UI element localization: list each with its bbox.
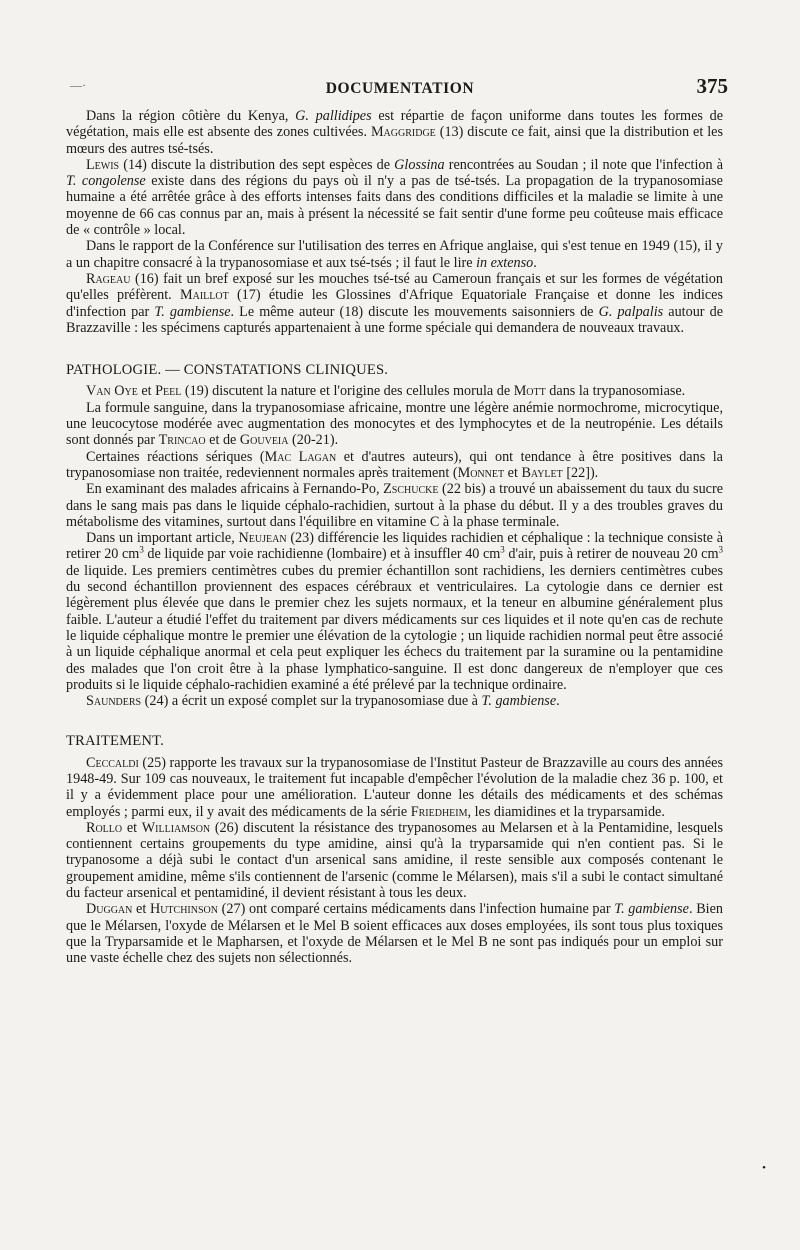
italic-run: Glossina — [394, 156, 445, 173]
paragraph — [66, 901, 723, 966]
superscript: 3 — [139, 544, 144, 555]
paragraph — [66, 755, 723, 820]
page-number: 375 — [696, 74, 728, 98]
italic-run: in extenso — [476, 254, 534, 271]
text-run: et d'autres auteurs), qui ont tendance à être positives dans la trypanosomiase non traitée, redeviennent normales après traitement ( — [66, 448, 723, 481]
italic-run: G. palpalis — [598, 303, 664, 320]
text-run: et — [137, 383, 156, 400]
superscript: 3 — [500, 544, 505, 555]
text-run: (24) a écrit un exposé complet sur la trypanosomiase due à — [141, 693, 482, 710]
text-run: (14) discute la distribution des sept espèces de — [119, 156, 395, 173]
text-run: Certaines réactions sériques ( — [86, 448, 265, 465]
text-run: En examinant des malades africains à Fernando-Po, — [86, 481, 384, 498]
author-name: Zschucke — [383, 481, 439, 498]
paragraph — [66, 400, 723, 449]
text-run: Dans le rapport de la Conférence sur l'utilisation des terres en Afrique anglaise, qui s'est tenue en 1949 (15), il y a un chapitre consacré à la trypanosomiase et aux tsé-tsés ; il faut le lire — [66, 238, 723, 271]
author-name: Trincao — [158, 432, 206, 449]
author-name: Mott — [513, 383, 546, 400]
text-run: d'air, puis à retirer de nouveau 20 cm — [504, 546, 719, 563]
text-run: . — [556, 693, 560, 710]
author-name: Peel — [155, 383, 182, 400]
author-name: Mac Lagan — [264, 448, 337, 465]
text-run: de liquide. Les premiers centimètres cubes du premier échantillon sont rachidiens, les derniers centimètres cubes du second échantillon proviennent des espaces cérébraux et ventriculaires. La cytologie dans ce dernier est légèrement plus élevée que dans le premier chez les sujets normaux, et la teneur en albumine généralement plus faible. L'auteur a étudié l'effet du traitement par divers médicaments sur ces liquides et il note qu'en cas de rechute le liquide céphalique montre le premier une élévation de la cytologie ; un liquide rachidien normal peut être associé à un liquide céphalique anormal et cela peut expliquer les échecs du traitement par la suramine ou la pentamidine des malades que l'on croit être à la phase lymphatico-sanguine. Il est donc dangereux de n'employer que ces produits si le liquide céphalo-rachidien examiné a été prélevé par la technique ordinaire. — [66, 562, 723, 693]
author-name: Neujean — [238, 530, 287, 547]
corner-mark: —· — [70, 78, 86, 92]
text-run: (20-21). — [288, 432, 339, 449]
author-name: Gouveia — [239, 432, 289, 449]
text-run: (19) discutent la nature et l'origine des cellules morula de — [181, 383, 514, 400]
text-run: autour de Brazzaville : les spécimens capturés appartenaient à une forme spéciale qui demandera de nouveaux travaux. — [66, 303, 724, 336]
text-run: dans la trypanosomiase. — [545, 383, 686, 400]
text-run: et — [122, 819, 142, 836]
paragraph — [66, 271, 723, 336]
text-run: est répartie de façon uniforme dans toutes les formes de végétation, mais elle est absente des zones cultivées. — [66, 108, 723, 141]
running-title: DOCUMENTATION — [325, 80, 475, 97]
author-name: Friedheim — [410, 803, 468, 820]
section-heading-traitement: TRAITEMENT. — [66, 733, 164, 750]
text-run: (23) différencie les liquides rachidien et céphalique : la technique consiste à retirer 20 cm — [66, 530, 723, 563]
text-run: (13) discute ce fait, ainsi que la distribution et les mœurs des autres tsé-tsés. — [66, 124, 724, 157]
text-run: . Bien que le Mélarsen, l'oxyde de Mélarsen et le Mel B soient efficaces aux doses employées, ils sont tous plus toxiques que la Tryparsamide et le Mapharsen, et l'oxyde de Mélarsen et le Mel B ne sont pas indiqués pour un emploi sur une vaste échelle chez des sujets non sélectionnés. — [66, 901, 724, 967]
margin-mark: • — [762, 1162, 766, 1174]
text-run: de liquide par voie rachidienne (lombaire) et à insuffler 40 cm — [143, 546, 501, 563]
italic-run: T. gambiense — [481, 693, 557, 710]
author-name: Hutchinson — [149, 901, 218, 918]
author-name: Monnet — [457, 464, 505, 481]
paragraph — [66, 108, 723, 157]
paragraph — [66, 693, 723, 709]
italic-run: T. gambiense — [154, 303, 231, 320]
author-name: Williamson — [141, 819, 211, 836]
italic-run: T. congolense — [66, 173, 146, 190]
text-run: . Le même auteur (18) discute les mouvements saisonniers de — [230, 303, 599, 320]
superscript: 3 — [718, 544, 723, 555]
paragraph — [66, 449, 723, 482]
text-run: (27) ont comparé certains médicaments dans l'infection humaine par — [217, 901, 615, 918]
page-header — [0, 74, 800, 104]
section-heading-pathologie: PATHOLOGIE. — CONSTATATIONS CLINIQUES. — [66, 362, 389, 379]
author-name: Ceccaldi — [86, 754, 139, 771]
text-run: (16) fait un bref exposé sur les mouches tsé-tsé au Cameroun français et sur les formes de végétation qu'elles préfèrent. — [66, 270, 723, 304]
text-run: (25) rapporte les travaux sur la trypanosomiase de l'Institut Pasteur de Brazzaville au cours des années 1948-49. Sur 109 cas nouveaux, le traitement fut incapable d'empêcher l'évolution de la maladie chez 36 p. 100, et il y a évidemment place pour une amélioration. L'auteur donne les détails des médicaments et des schémas employés ; parmi eux, il y avait des médicaments de la série — [66, 754, 723, 820]
paragraph — [66, 238, 723, 271]
text-run: et de — [205, 432, 240, 449]
author-name: Duggan — [86, 901, 133, 918]
author-name: Maggridge — [370, 124, 436, 141]
author-name: Saunders — [86, 693, 142, 710]
italic-run: T. gambiense — [614, 901, 689, 918]
body-text — [66, 108, 723, 967]
text-run: . — [533, 254, 537, 271]
paragraph — [66, 530, 723, 693]
paragraph — [66, 820, 723, 901]
text-run: [22]). — [562, 464, 599, 481]
text-run: rencontrées au Soudan ; il note que l'infection à — [444, 156, 724, 173]
author-name: Baylet — [521, 464, 563, 481]
paragraph — [66, 481, 723, 530]
paragraph — [66, 383, 723, 399]
text-run: (22 bis) a trouvé un abaissement du taux du sucre dans le sang mais pas dans le liquide céphalo-rachidien, surtout à la phase du début. Il y a des troubles graves du métabolisme des vitamines, surtout dans l'équilibre en vitamine C à la phase terminale. — [66, 481, 723, 530]
author-name: Rageau — [86, 270, 131, 287]
author-name: Lewis — [86, 156, 120, 173]
text-run: existe dans des régions du pays où il n'y a pas de tsé-tsés. La propagation de la trypanosomiase humaine a été arrêtée grâce à des efforts intenses faits dans des conditions difficiles et la maladie se limite à une moyenne de 66 cas connus par an, mais à présent la nécessité se fait sentir d'une forme peu coûteuse mais efficace de « contrôle » local. — [66, 173, 723, 239]
text-run: Dans la région côtière du Kenya, — [86, 108, 296, 124]
text-run: La formule sanguine, dans la trypanosomiase africaine, montre une légère anémie normochrome, microcytique, une leucocytose modérée avec augmentation des monocytes et des lymphocytes et de la neutropénie. Les détails sont donnés par — [66, 399, 723, 449]
text-run: , les diamidines et la tryparsamide. — [467, 803, 665, 820]
text-run: et — [132, 901, 150, 918]
italic-run: G. pallidipes — [295, 108, 372, 124]
text-run: (17) étudie les Glossines d'Afrique Equatoriale Française et donne les indices d'infection par — [66, 287, 724, 320]
author-name: Maillot — [179, 287, 229, 304]
text-run: Dans un important article, — [86, 530, 239, 547]
paragraph — [66, 157, 723, 238]
text-run: et — [504, 464, 522, 481]
text-run: (26) discutent la résistance des trypanosomes au Melarsen et à la Pentamidine, lesquels contiennent certains groupements du type amidine, ainsi qu'à la tryparsamide qui n'en contient pas. Si le trypanosome a déjà subi le contact d'un arsenical sans amidine, il reste sensible aux composés contenant le groupement amidine, même s'ils contiennent de l'arsenic (comme le Mélarsen), mais s'il a subi le contact simultané du facteur arsenical et pentamidiné, il devient résistant à tous les deux. — [66, 819, 723, 902]
author-name: Rollo — [86, 819, 123, 836]
author-name: Van Oye — [86, 383, 138, 400]
